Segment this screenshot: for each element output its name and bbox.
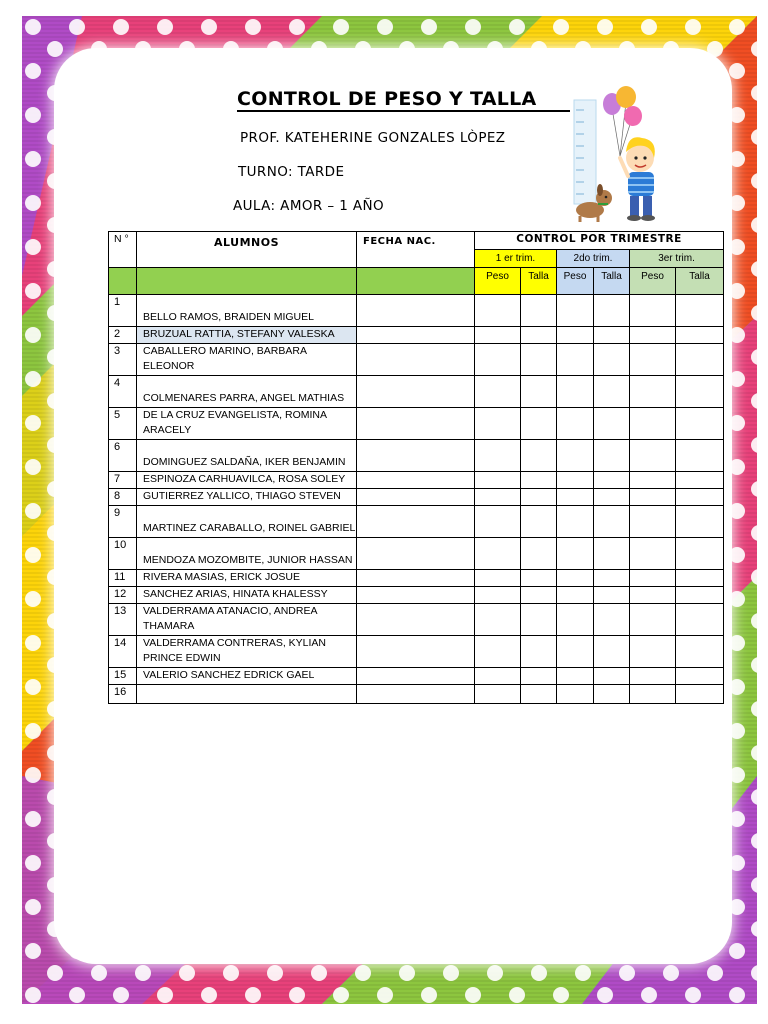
table-row: [109, 440, 724, 472]
measurement-cell: [594, 506, 630, 538]
measurement-cell: [630, 489, 676, 506]
table-row: [109, 376, 724, 408]
measurement-cell: [594, 440, 630, 472]
title-underline: [237, 110, 570, 112]
measurement-cell: [521, 587, 557, 604]
measurement-cell: [676, 489, 724, 506]
student-name: DOMINGUEZ SALDAÑA, IKER BENJAMIN: [137, 440, 357, 472]
measurement-cell: [521, 506, 557, 538]
birthdate-cell: [357, 636, 475, 668]
measurement-cell: [521, 327, 557, 344]
measurement-cell: [557, 538, 594, 570]
table-row: [109, 295, 724, 327]
student-name: VALDERRAMA CONTRERAS, KYLIAN PRINCE EDWIN: [137, 636, 357, 668]
row-number: 9: [109, 506, 137, 538]
t3-weight-header: Peso: [630, 268, 676, 295]
trimester-1-header: 1 er trim.: [475, 250, 557, 268]
measurement-cell: [557, 344, 594, 376]
row-number: 5: [109, 408, 137, 440]
measurement-cell: [676, 327, 724, 344]
measurement-cell: [630, 668, 676, 685]
measurement-cell: [676, 472, 724, 489]
student-name: BELLO RAMOS, BRAIDEN MIGUEL: [137, 295, 357, 327]
student-name: COLMENARES PARRA, ANGEL MATHIAS: [137, 376, 357, 408]
table-row: [109, 570, 724, 587]
birthdate-cell: [357, 376, 475, 408]
green-band-cell: [109, 268, 137, 295]
birthdate-cell: [357, 570, 475, 587]
measurement-cell: [521, 570, 557, 587]
birthdate-cell: [357, 604, 475, 636]
birthdate-cell: [357, 538, 475, 570]
measurement-cell: [557, 472, 594, 489]
row-number: 15: [109, 668, 137, 685]
measurement-cell: [594, 570, 630, 587]
measurement-cell: [475, 344, 521, 376]
birthdate-cell: [357, 668, 475, 685]
measurement-cell: [475, 327, 521, 344]
measurement-cell: [475, 587, 521, 604]
measurement-cell: [557, 408, 594, 440]
measurement-cell: [521, 472, 557, 489]
measurement-cell: [557, 570, 594, 587]
table-row: [109, 327, 724, 344]
measurement-cell: [594, 538, 630, 570]
measurement-cell: [630, 538, 676, 570]
measurement-cell: [676, 685, 724, 704]
measurement-cell: [630, 472, 676, 489]
green-band-cell: [137, 268, 357, 295]
measurement-cell: [630, 604, 676, 636]
measurement-cell: [557, 489, 594, 506]
measurement-cell: [676, 408, 724, 440]
student-name: RIVERA MASIAS, ERICK JOSUE: [137, 570, 357, 587]
student-name: ESPINOZA CARHUAVILCA, ROSA SOLEY: [137, 472, 357, 489]
measurement-cell: [676, 570, 724, 587]
birthdate-cell: [357, 344, 475, 376]
row-number: 13: [109, 604, 137, 636]
weight-height-table: [108, 231, 724, 704]
t3-height-header: Talla: [676, 268, 724, 295]
birthdate-cell: [357, 685, 475, 704]
birthdate-cell: [357, 506, 475, 538]
t2-height-header: Talla: [594, 268, 630, 295]
measurement-cell: [676, 440, 724, 472]
measurement-cell: [475, 604, 521, 636]
measurement-cell: [594, 604, 630, 636]
measurement-cell: [521, 344, 557, 376]
table-row: [109, 489, 724, 506]
trimester-2-header: 2do trim.: [557, 250, 630, 268]
table-row: [109, 538, 724, 570]
trimester-3-header: 3er trim.: [630, 250, 724, 268]
row-number: 12: [109, 587, 137, 604]
measurement-cell: [594, 587, 630, 604]
measurement-cell: [630, 376, 676, 408]
measurement-cell: [676, 376, 724, 408]
table-row: [109, 506, 724, 538]
measurement-cell: [557, 636, 594, 668]
birthdate-cell: [357, 587, 475, 604]
measurement-cell: [521, 440, 557, 472]
student-name: CABALLERO MARINO, BARBARA ELEONOR: [137, 344, 357, 376]
measurement-cell: [475, 538, 521, 570]
birthdate-cell: [357, 327, 475, 344]
measurement-cell: [475, 685, 521, 704]
measurement-cell: [630, 295, 676, 327]
measurement-cell: [557, 440, 594, 472]
measurement-cell: [557, 376, 594, 408]
measurement-cell: [557, 295, 594, 327]
measurement-cell: [475, 506, 521, 538]
row-number: 16: [109, 685, 137, 704]
birthdate-cell: [357, 408, 475, 440]
measurement-cell: [475, 295, 521, 327]
birthdate-cell: [357, 295, 475, 327]
measurement-cell: [676, 344, 724, 376]
page-title: CONTROL DE PESO Y TALLA: [237, 88, 537, 110]
birthdate-cell: [357, 472, 475, 489]
measurement-cell: [594, 668, 630, 685]
measurement-cell: [630, 506, 676, 538]
row-number: 11: [109, 570, 137, 587]
row-number: 14: [109, 636, 137, 668]
measurement-cell: [521, 376, 557, 408]
measurement-cell: [594, 489, 630, 506]
measurement-cell: [521, 636, 557, 668]
table-row: [109, 636, 724, 668]
measurement-cell: [521, 489, 557, 506]
measurement-cell: [676, 668, 724, 685]
measurement-cell: [557, 604, 594, 636]
measurement-cell: [630, 636, 676, 668]
birthdate-column-header: FECHA NAC.: [357, 232, 475, 268]
table-row: [109, 668, 724, 685]
table-row: [109, 408, 724, 440]
measurement-cell: [521, 604, 557, 636]
table-row: [109, 604, 724, 636]
measurement-cell: [630, 685, 676, 704]
measurement-cell: [676, 604, 724, 636]
measurement-cell: [630, 344, 676, 376]
student-name: VALERIO SANCHEZ EDRICK GAEL: [137, 668, 357, 685]
t1-weight-header: Peso: [475, 268, 521, 295]
measurement-cell: [594, 636, 630, 668]
t1-height-header: Talla: [521, 268, 557, 295]
row-number: 8: [109, 489, 137, 506]
measurement-cell: [521, 668, 557, 685]
measurement-cell: [475, 440, 521, 472]
measurement-cell: [594, 408, 630, 440]
measurement-cell: [521, 408, 557, 440]
row-number: 2: [109, 327, 137, 344]
classroom-label: AULA: AMOR – 1 AÑO: [233, 198, 385, 214]
measurement-cell: [557, 668, 594, 685]
measurement-cell: [557, 327, 594, 344]
shift-label: TURNO: TARDE: [238, 164, 345, 180]
measurement-cell: [676, 506, 724, 538]
measurement-cell: [557, 685, 594, 704]
row-number: 3: [109, 344, 137, 376]
measurement-cell: [475, 408, 521, 440]
row-number: 10: [109, 538, 137, 570]
measurement-cell: [676, 295, 724, 327]
student-name: VALDERRAMA ATANACIO, ANDREA THAMARA: [137, 604, 357, 636]
measurement-cell: [594, 472, 630, 489]
measurement-cell: [475, 472, 521, 489]
birthdate-cell: [357, 440, 475, 472]
table-row: [109, 587, 724, 604]
row-number: 1: [109, 295, 137, 327]
measurement-cell: [475, 668, 521, 685]
measurement-cell: [676, 636, 724, 668]
student-name: SANCHEZ ARIAS, HINATA KHALESSY: [137, 587, 357, 604]
measurement-cell: [630, 570, 676, 587]
measurement-cell: [475, 636, 521, 668]
measurement-cell: [475, 570, 521, 587]
number-column-header: N °: [109, 232, 137, 268]
row-number: 4: [109, 376, 137, 408]
student-name: MENDOZA MOZOMBITE, JUNIOR HASSAN: [137, 538, 357, 570]
measurement-cell: [521, 685, 557, 704]
table-row: [109, 472, 724, 489]
green-band-cell: [357, 268, 475, 295]
measurement-cell: [676, 538, 724, 570]
measurement-cell: [557, 506, 594, 538]
student-name: BRUZUAL RATTIA, STEFANY VALESKA: [137, 327, 357, 344]
measurement-cell: [594, 376, 630, 408]
measurement-cell: [594, 344, 630, 376]
student-name: DE LA CRUZ EVANGELISTA, ROMINA ARACELY: [137, 408, 357, 440]
student-name: [137, 685, 357, 704]
control-trimester-header: CONTROL POR TRIMESTRE: [475, 232, 724, 250]
measurement-cell: [594, 685, 630, 704]
measurement-cell: [557, 587, 594, 604]
measurement-cell: [630, 327, 676, 344]
table-row: [109, 685, 724, 704]
table-row: [109, 344, 724, 376]
measurement-cell: [521, 538, 557, 570]
measurement-cell: [630, 408, 676, 440]
t2-weight-header: Peso: [557, 268, 594, 295]
measurement-cell: [475, 376, 521, 408]
measurement-cell: [630, 587, 676, 604]
measurement-cell: [594, 295, 630, 327]
student-name: GUTIERREZ YALLICO, THIAGO STEVEN: [137, 489, 357, 506]
teacher-name: PROF. KATEHERINE GONZALES LÒPEZ: [240, 130, 506, 146]
measurement-cell: [521, 295, 557, 327]
row-number: 6: [109, 440, 137, 472]
measurement-cell: [475, 489, 521, 506]
birthdate-cell: [357, 489, 475, 506]
row-number: 7: [109, 472, 137, 489]
measurement-cell: [676, 587, 724, 604]
child-balloons-illustration: [568, 86, 678, 224]
students-column-header: ALUMNOS: [137, 232, 357, 268]
measurement-cell: [630, 440, 676, 472]
student-name: MARTINEZ CARABALLO, ROINEL GABRIEL: [137, 506, 357, 538]
measurement-cell: [594, 327, 630, 344]
